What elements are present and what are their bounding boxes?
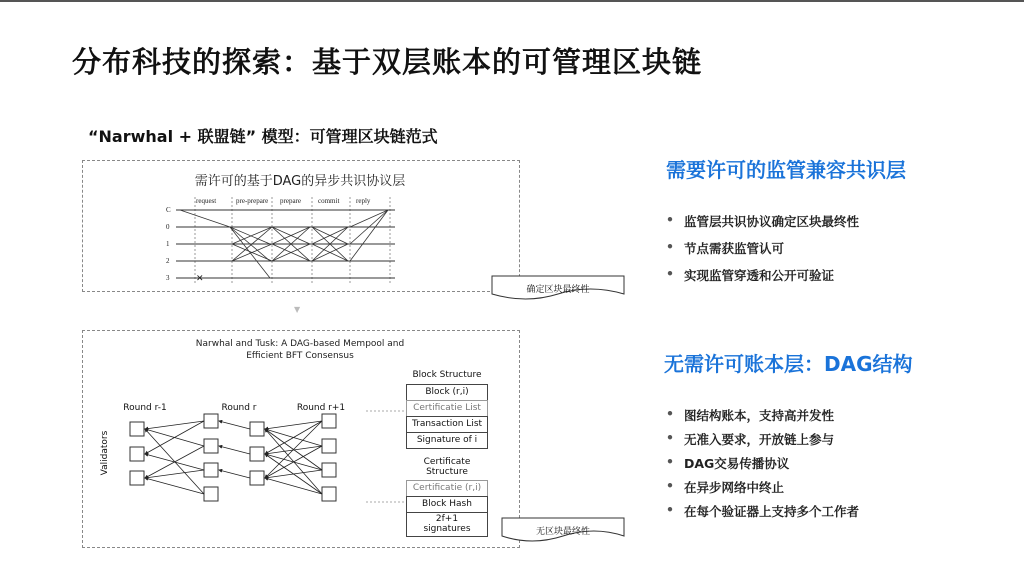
signatures-line-1: 2f+1 <box>435 514 459 524</box>
list-item: • DAG交易传播协议 <box>664 454 859 472</box>
certificate-structure-title-1: Certificate <box>423 457 471 467</box>
row-label: 2 <box>166 257 170 265</box>
subtitle: “Narwhal + 联盟链” 模型：可管理区块链范式 <box>88 127 438 146</box>
block-cell: Signature of i <box>406 432 488 449</box>
slide-title: 分布科技的探索：基于双层账本的可管理区块链 <box>72 45 703 79</box>
phase-label: pre-prepare <box>236 197 269 205</box>
block-structure-stack <box>406 384 488 448</box>
certificate-structure-title-2: Structure <box>426 467 468 477</box>
list-item: • 监管层共识协议确定区块最终性 <box>664 212 859 230</box>
block-structure-title: Block Structure <box>412 370 482 380</box>
permissionless-layer-heading: 无需许可账本层：DAG结构 <box>664 352 913 376</box>
certificate-cell: Block Hash <box>406 496 488 513</box>
row-label: 0 <box>166 223 170 231</box>
bottom-finality-tag <box>500 516 626 542</box>
permissioned-layer-heading: 需要许可的监管兼容共识层 <box>666 158 906 182</box>
certificate-structure-stack <box>406 480 488 536</box>
block-cell: Transaction List <box>406 416 488 433</box>
phase-label: commit <box>318 197 340 205</box>
phase-label: request <box>196 197 217 205</box>
bottom-finality-label: 无区块最终性 <box>535 527 590 537</box>
signatures-line-2: signatures <box>423 524 471 534</box>
round-label: Round r <box>221 403 257 413</box>
bottom-diagram-title-1: Narwhal and Tusk: A DAG-based Mempool and <box>195 339 405 349</box>
list-item: • 实现监管穿透和公开可验证 <box>664 266 859 284</box>
list-item: • 无准入要求，开放链上参与 <box>664 430 859 448</box>
row-label: 1 <box>166 240 170 248</box>
list-item: • 在异步网络中终止 <box>664 478 859 496</box>
signatures-cell <box>406 512 488 537</box>
round-label: Round r+1 <box>296 403 346 413</box>
certificate-cell: Certificatie (r,i) <box>406 480 488 497</box>
bottom-diagram-title-2: Efficient BFT Consensus <box>246 351 354 361</box>
block-cell: Block (r,i) <box>406 384 488 401</box>
list-item: • 在每个验证器上支持多个工作者 <box>664 502 859 520</box>
list-item: • 节点需获监管认可 <box>664 239 859 257</box>
top-rule <box>0 0 1024 2</box>
svg-text:✕: ✕ <box>196 274 204 284</box>
permissionless-layer-list <box>664 406 859 520</box>
phase-label: reply <box>356 197 371 205</box>
row-label: 3 <box>166 274 170 282</box>
top-diagram-title: 需许可的基于DAG的异步共识协议层 <box>194 174 406 189</box>
top-finality-tag <box>490 274 626 300</box>
round-label: Round r-1 <box>123 403 167 413</box>
permissioned-layer-list <box>664 212 859 284</box>
block-cell: Certificatie List <box>406 400 488 417</box>
phase-label: prepare <box>280 197 301 205</box>
row-label: C <box>166 206 171 214</box>
list-item: • 图结构账本，支持高并发性 <box>664 406 859 424</box>
down-arrow: ▼ <box>294 305 301 314</box>
validators-label: Validators <box>100 430 110 476</box>
top-finality-label: 确定区块最终性 <box>526 285 590 295</box>
